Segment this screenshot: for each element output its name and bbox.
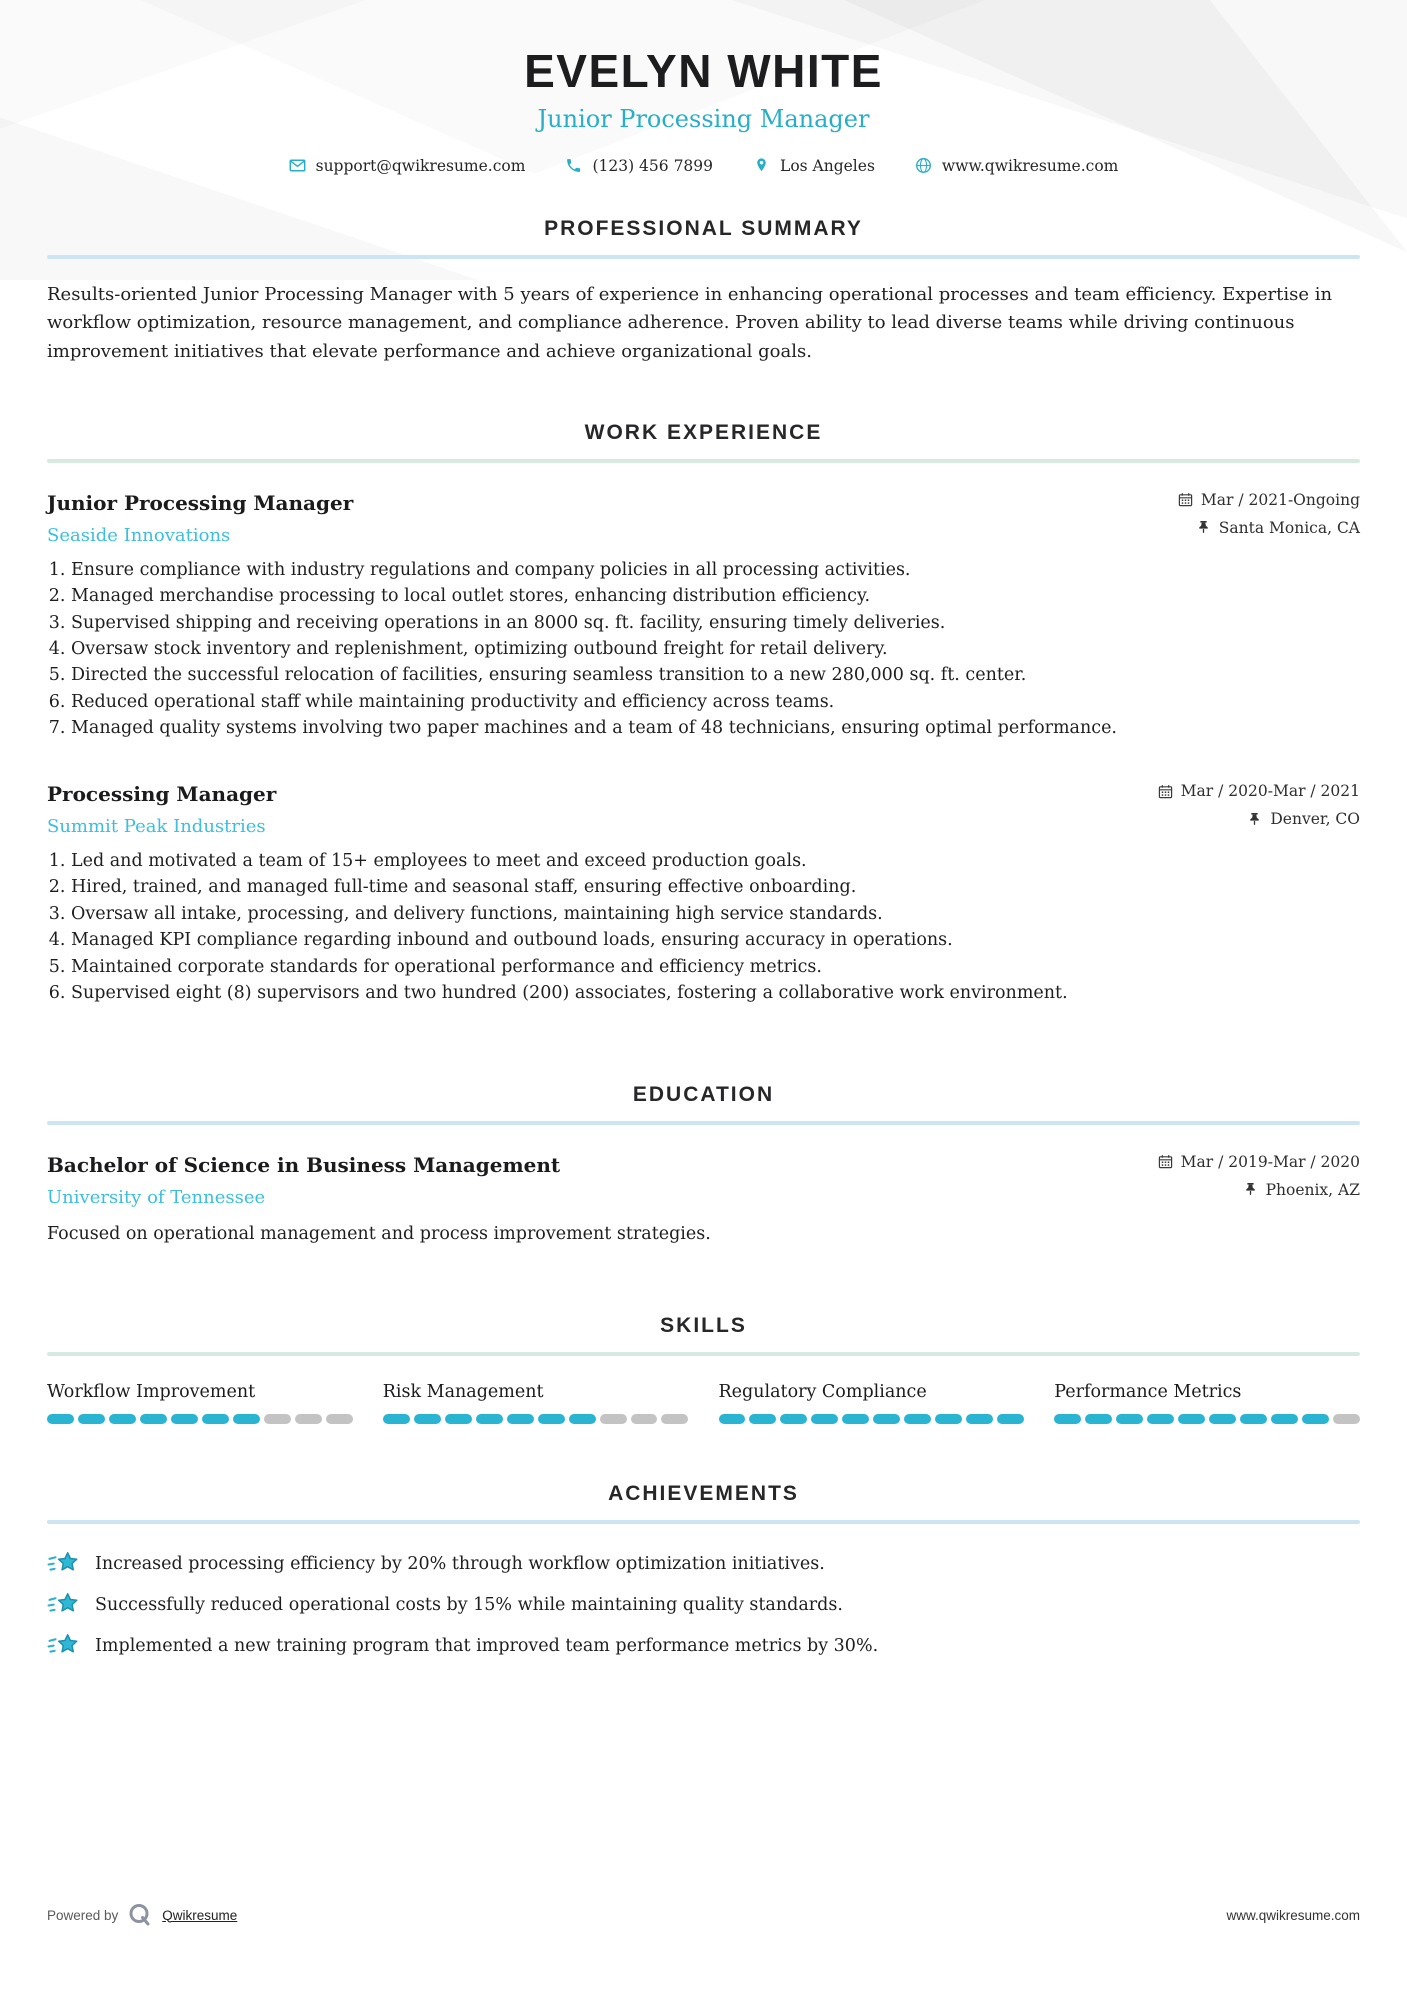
- skill-level-segment: [507, 1414, 534, 1424]
- section-achievements: [47, 1482, 1360, 1660]
- skill-level-segment: [78, 1414, 105, 1424]
- skill-name: Regulatory Compliance: [718, 1381, 927, 1402]
- skill-level-segment: [1333, 1414, 1360, 1424]
- pushpin-icon: [1243, 1182, 1258, 1197]
- skill-name: Workflow Improvement: [47, 1381, 256, 1402]
- skill-level-segment: [997, 1414, 1024, 1424]
- section-rule: [47, 1520, 1360, 1524]
- achievement-text: Implemented a new training program that improved team performance metrics by 30%.: [95, 1635, 879, 1656]
- skill-item: [719, 1382, 1025, 1424]
- skill-level-segment: [414, 1414, 441, 1424]
- skill-level-segment: [171, 1414, 198, 1424]
- skill-item: [383, 1382, 689, 1424]
- summary-text: Results-oriented Junior Processing Manager with 5 years of experience in enhancing operational processes and team efficiency. Expertise in workflow optimization, resource management, and compliance adherence. Proven ability to lead diverse teams while driving continuous improvement initiatives that elevate performance and achieve organizational goals.: [47, 283, 1333, 363]
- job-title: Processing Manager: [47, 782, 277, 807]
- achievement-item: [47, 1550, 1360, 1578]
- skill-level-segment: [476, 1414, 503, 1424]
- work-heading: WORK EXPERIENCE: [584, 420, 823, 444]
- skill-level-segment: [661, 1414, 688, 1424]
- section-summary: [47, 217, 1360, 367]
- job-bullet: 2. Managed merchandise processing to local outlet stores, enhancing distribution efficiency.: [71, 586, 1360, 608]
- skill-level-segment: [780, 1414, 807, 1424]
- email-icon: [289, 157, 306, 174]
- contact-location: [753, 157, 875, 175]
- job-bullet: 5. Directed the successful relocation of facilities, ensuring seamless transition to a new 280,000 sq. ft. center.: [71, 665, 1360, 687]
- achievement-text: Increased processing efficiency by 20% through workflow optimization initiatives.: [95, 1553, 825, 1574]
- job-dates: Mar / 2020-Mar / 2021: [1180, 782, 1360, 801]
- skill-level-bar: [47, 1414, 353, 1424]
- job-bullet: 4. Oversaw stock inventory and replenishment, optimizing outbound freight for retail delivery.: [71, 639, 1360, 661]
- section-rule: [47, 459, 1360, 463]
- section-rule: [47, 255, 1360, 259]
- job-bullet-list: [47, 851, 1360, 1005]
- calendar-icon: [1178, 492, 1193, 507]
- skill-level-segment: [383, 1414, 410, 1424]
- education-dates: Mar / 2019-Mar / 2020: [1180, 1152, 1360, 1171]
- job-entry: [47, 491, 1360, 740]
- phone-icon: [565, 157, 582, 174]
- qwikresume-link[interactable]: Qwikresume: [162, 1907, 238, 1923]
- pushpin-icon: [1247, 812, 1262, 827]
- skill-level-segment: [140, 1414, 167, 1424]
- section-rule: [47, 1121, 1360, 1125]
- contact-location-text: Los Angeles: [780, 156, 875, 175]
- page-footer: [0, 1902, 1407, 1928]
- skill-level-bar: [1054, 1414, 1360, 1424]
- qwikresume-logo: [127, 1902, 153, 1928]
- skill-level-segment: [873, 1414, 900, 1424]
- achievements-list: [47, 1550, 1360, 1660]
- location-pin-icon: [753, 157, 770, 174]
- education-degree: Bachelor of Science in Business Management: [47, 1152, 561, 1177]
- education-heading: EDUCATION: [632, 1082, 775, 1106]
- job-bullet: 3. Oversaw all intake, processing, and delivery functions, maintaining high service standards.: [71, 904, 1360, 926]
- skill-level-segment: [842, 1414, 869, 1424]
- contact-email-text[interactable]: support@qwikresume.com: [315, 156, 526, 175]
- candidate-title: Junior Processing Manager: [537, 104, 870, 133]
- contact-website-text[interactable]: www.qwikresume.com: [941, 156, 1119, 175]
- contact-website[interactable]: [915, 157, 1118, 175]
- skill-level-segment: [326, 1414, 353, 1424]
- skill-level-segment: [1054, 1414, 1081, 1424]
- job-bullet: 4. Managed KPI compliance regarding inbound and outbound loads, ensuring accuracy in operations.: [71, 930, 1360, 952]
- skill-level-segment: [233, 1414, 260, 1424]
- skill-level-segment: [904, 1414, 931, 1424]
- skill-level-segment: [935, 1414, 962, 1424]
- section-rule: [47, 1352, 1360, 1356]
- job-title: Junior Processing Manager: [47, 490, 354, 515]
- skill-level-segment: [1271, 1414, 1298, 1424]
- skill-level-segment: [264, 1414, 291, 1424]
- education-entry: [47, 1153, 1360, 1244]
- job-bullet: 1. Led and motivated a team of 15+ employees to meet and exceed production goals.: [71, 851, 1360, 873]
- job-bullet: 6. Supervised eight (8) supervisors and two hundred (200) associates, fostering a collaborative work environment.: [71, 983, 1360, 1005]
- job-company: Seaside Innovations: [47, 524, 231, 546]
- job-bullet: 2. Hired, trained, and managed full-time and seasonal staff, ensuring effective onboarding.: [71, 877, 1360, 899]
- skill-level-segment: [1085, 1414, 1112, 1424]
- section-education: [47, 1083, 1360, 1244]
- education-description: Focused on operational management and process improvement strategies.: [47, 1223, 711, 1244]
- skill-level-segment: [719, 1414, 746, 1424]
- footer-website-link[interactable]: www.qwikresume.com: [1226, 1907, 1360, 1923]
- contact-row: [47, 157, 1360, 175]
- job-location: Santa Monica, CA: [1218, 518, 1360, 537]
- job-dates: Mar / 2021-Ongoing: [1200, 490, 1360, 509]
- skill-name: Performance Metrics: [1054, 1381, 1242, 1402]
- resume-header: [47, 0, 1360, 175]
- contact-phone: [565, 157, 713, 175]
- skill-level-segment: [569, 1414, 596, 1424]
- education-school: University of Tennessee: [47, 1186, 266, 1208]
- calendar-icon: [1158, 784, 1173, 799]
- calendar-icon: [1158, 1154, 1173, 1169]
- skill-level-segment: [1240, 1414, 1267, 1424]
- pushpin-icon: [1196, 520, 1211, 535]
- skill-item: [47, 1382, 353, 1424]
- job-company: Summit Peak Industries: [47, 816, 266, 838]
- summary-heading: PROFESSIONAL SUMMARY: [544, 216, 863, 240]
- job-entry: [47, 782, 1360, 1005]
- job-bullet: 1. Ensure compliance with industry regulations and company policies in all processing activities.: [71, 560, 1360, 582]
- achievement-item: [47, 1591, 1360, 1619]
- star-badge-icon: [47, 1550, 79, 1578]
- skill-level-segment: [749, 1414, 776, 1424]
- achievement-text: Successfully reduced operational costs by 15% while maintaining quality standards.: [95, 1594, 843, 1615]
- skill-item: [1054, 1382, 1360, 1424]
- contact-email[interactable]: [289, 157, 526, 175]
- skill-level-segment: [1147, 1414, 1174, 1424]
- skill-level-segment: [966, 1414, 993, 1424]
- job-bullet: 7. Managed quality systems involving two paper machines and a team of 48 technicians, ensuring optimal performance.: [71, 718, 1360, 740]
- skill-level-segment: [202, 1414, 229, 1424]
- skill-level-segment: [600, 1414, 627, 1424]
- skill-level-bar: [383, 1414, 689, 1424]
- education-location: Phoenix, AZ: [1265, 1180, 1360, 1199]
- skills-heading: SKILLS: [660, 1313, 747, 1337]
- skills-grid: [47, 1382, 1360, 1424]
- job-bullet: 3. Supervised shipping and receiving operations in an 8000 sq. ft. facility, ensuring timely deliveries.: [71, 613, 1360, 635]
- skill-level-segment: [631, 1414, 658, 1424]
- skill-level-segment: [1116, 1414, 1143, 1424]
- skill-level-bar: [719, 1414, 1025, 1424]
- candidate-name: EVELYN WHITE: [524, 45, 883, 97]
- star-badge-icon: [47, 1591, 79, 1619]
- job-bullet: 5. Maintained corporate standards for operational performance and efficiency metrics.: [71, 957, 1360, 979]
- job-location: Denver, CO: [1270, 810, 1360, 829]
- skill-level-segment: [109, 1414, 136, 1424]
- skill-level-segment: [1209, 1414, 1236, 1424]
- contact-phone-text: (123) 456 7899: [592, 156, 714, 175]
- achievement-item: [47, 1632, 1360, 1660]
- globe-icon: [915, 157, 932, 174]
- skill-level-segment: [1178, 1414, 1205, 1424]
- skill-name: Risk Management: [382, 1381, 544, 1402]
- skill-level-segment: [1302, 1414, 1329, 1424]
- skill-level-segment: [445, 1414, 472, 1424]
- skill-level-segment: [811, 1414, 838, 1424]
- skill-level-segment: [47, 1414, 74, 1424]
- section-work-experience: [47, 421, 1360, 1005]
- star-badge-icon: [47, 1632, 79, 1660]
- job-bullet-list: [47, 560, 1360, 740]
- powered-by-label: Powered by: [47, 1907, 119, 1923]
- achievements-heading: ACHIEVEMENTS: [608, 1481, 799, 1505]
- job-bullet: 6. Reduced operational staff while maintaining productivity and efficiency across teams.: [71, 692, 1360, 714]
- section-skills: [47, 1314, 1360, 1424]
- skill-level-segment: [295, 1414, 322, 1424]
- skill-level-segment: [538, 1414, 565, 1424]
